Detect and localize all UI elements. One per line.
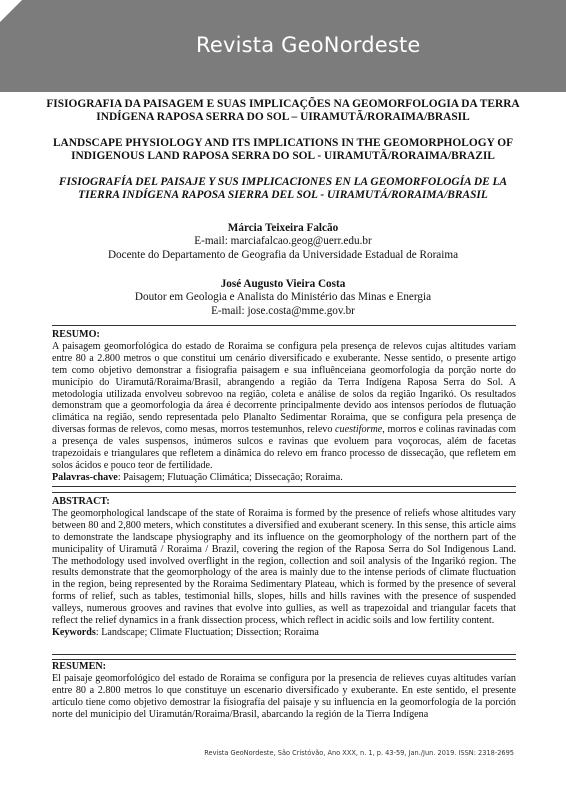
author-name: Márcia Teixeira Falcão <box>227 222 339 234</box>
resumen-heading: RESUMEN: <box>52 661 107 672</box>
resumo-body <box>52 341 516 472</box>
journal-banner <box>0 0 566 92</box>
resumen-section <box>52 661 516 721</box>
resumo-keywords <box>52 472 516 484</box>
abstract-keywords <box>52 627 516 639</box>
author-affiliation: Docente do Departamento de Geografia da Universidade Estadual de Roraima <box>107 248 459 261</box>
resumo-section <box>52 329 516 484</box>
resumo-text: A paisagem geomorfológica do estado de Roraima se configura pela presença de relevos cujas altitudes variam entre 80 a 2.800 metros o que constitui um cenário diversificado e exuberante. Nesse sentido, o presente artigo tem como objetivo demonstrar a fisiografia paisagem e sua influênceiana geomorfologia da porção norte do município do Uiramutã/Roraima/Brasil, abrangendo a região da Terra Indígena Raposa Serra do Sol. A metodologia utilizada envolveu sobrevoo na região, coleta e análise de solos da região Ingarikó. Os resultados demonstram que a geomorfologia da área é decorrente principalmente devido aos intensos períodos de flutuação climática na região, sendo representada pelo Planalto Sedimentar Roraima, que se configura pela presença de diversas formas de relevos, como mesas, morros testemunhos, relevo <box>52 340 516 436</box>
section-divider <box>52 486 516 487</box>
author-affiliation: Doutor em Geologia e Analista do Ministério das Minas e Energia <box>134 291 432 304</box>
banner-corner-notch <box>0 0 22 22</box>
section-divider <box>52 659 516 660</box>
section-divider <box>52 492 516 493</box>
keywords-label: Palavras-chave <box>52 471 118 483</box>
keywords-list: : Paisagem; Flutuação Climática; Dissecação; Roraima. <box>117 471 343 483</box>
section-divider <box>52 654 516 655</box>
author-email: E-mail: jose.costa@mme.gov.br <box>211 304 355 317</box>
abstract-section <box>52 496 516 639</box>
section-divider <box>52 325 516 326</box>
resumo-italic-term: cuestiforme <box>335 424 383 436</box>
author-block <box>40 222 526 262</box>
author-email: E-mail: marciafalcao.geog@uerr.edu.br <box>194 235 372 248</box>
page-footer-citation: Revista GeoNordeste, São Cristóvão, Ano XXX, n. 1, p. 43-59, Jan./Jun. 2019. ISSN: 2318-2695 <box>204 749 514 757</box>
title-portuguese: FISIOGRAFIA DA PAISAGEM E SUAS IMPLICAÇÕES NA GEOMORFOLOGIA DA TERRA INDÍGENA RAPOSA SERRA DO SOL – UIRAMUTÃ/RORAIMA/BRASIL <box>46 98 520 123</box>
title-spanish: FISIOGRAFÍA DEL PAISAJE Y SUS IMPLICACIONES EN LA GEOMORFOLOGÍA DE LA TIERRA INDÍGENA RAPOSA SIERRA DEL SOL - UIRAMUTÁ/RORAIMA/BRASIL <box>58 176 508 201</box>
resumo-heading: RESUMO: <box>52 329 100 340</box>
resumen-body: El paisaje geomorfológico del estado de Roraima se configura por la presencia de relieves cuyas altitudes varían entre 80 a 2.800 metros lo que constituye un escenario diversificado y exuberante. En este sentido, el presente artículo tiene como objetivo demostrar la fisiografía del paisaje y su influencia en la geomorfología de la porción norte del municipio del Uiramután/Roraima/Brasil, abarcando la región de la Tierra Indígena <box>52 672 516 720</box>
abstract-body: The geomorphological landscape of the state of Roraima is formed by the presence of reliefs whose altitudes vary between 80 and 2,800 meters, which constitutes a diversified and exuberant scenery. In this sense, this article aims to demonstrate the landscape physiography and its influence on the geomorphology of the northern part of the municipality of Uiramutã / Roraima / Brazil, covering the region of the Raposa Serra do Sol Indigenous Land. The methodology used involved overflight in the region, collection and soil analysis of the Ingarikó region. The results demonstrate that the geomorphology of the area is mainly due to the intense periods of climate fluctuation in the region, being represented by the Roraima Sedimentary Plateau, which is formed by the presence of several forms of relief, such as tables, testimonial hills, slopes, hills and hills ravines with the presence of suspended valleys, numerous grooves and ravines that evolve into gullies, as well as trapezoidal and triangular facets that reflect the relief dynamics in a frank dissection process, which reflect in acidic soils and low fertility content. <box>52 507 516 627</box>
resumo-text-end: , morros e colinas ravinadas com a presença de vales suspensos, inúmeros sulcos e ravinas que evoluem para voçorocas, além de facetas trapezoidais e triangulares que refletem a dinâmica do relevo em franco processo de dissecação, que refletem em solos ácidos e pouco teor de fertilidade. <box>52 424 516 471</box>
title-english: LANDSCAPE PHYSIOLOGY AND ITS IMPLICATIONS IN THE GEOMORPHOLOGY OF INDIGENOUS LAND RAPOSA SERRA DO SOL - UIRAMUTÃ/RORAIMA/BRAZIL <box>52 137 514 162</box>
journal-title: Revista GeoNordeste <box>196 33 421 57</box>
abstract-heading: ABSTRACT: <box>52 496 110 507</box>
author-block <box>40 278 526 318</box>
keywords-list: : Landscape; Climate Fluctuation; Dissection; Roraima <box>95 626 319 638</box>
article-titles <box>40 98 526 215</box>
author-name: José Augusto Vieira Costa <box>220 278 346 290</box>
keywords-label: Keywords <box>52 626 96 638</box>
